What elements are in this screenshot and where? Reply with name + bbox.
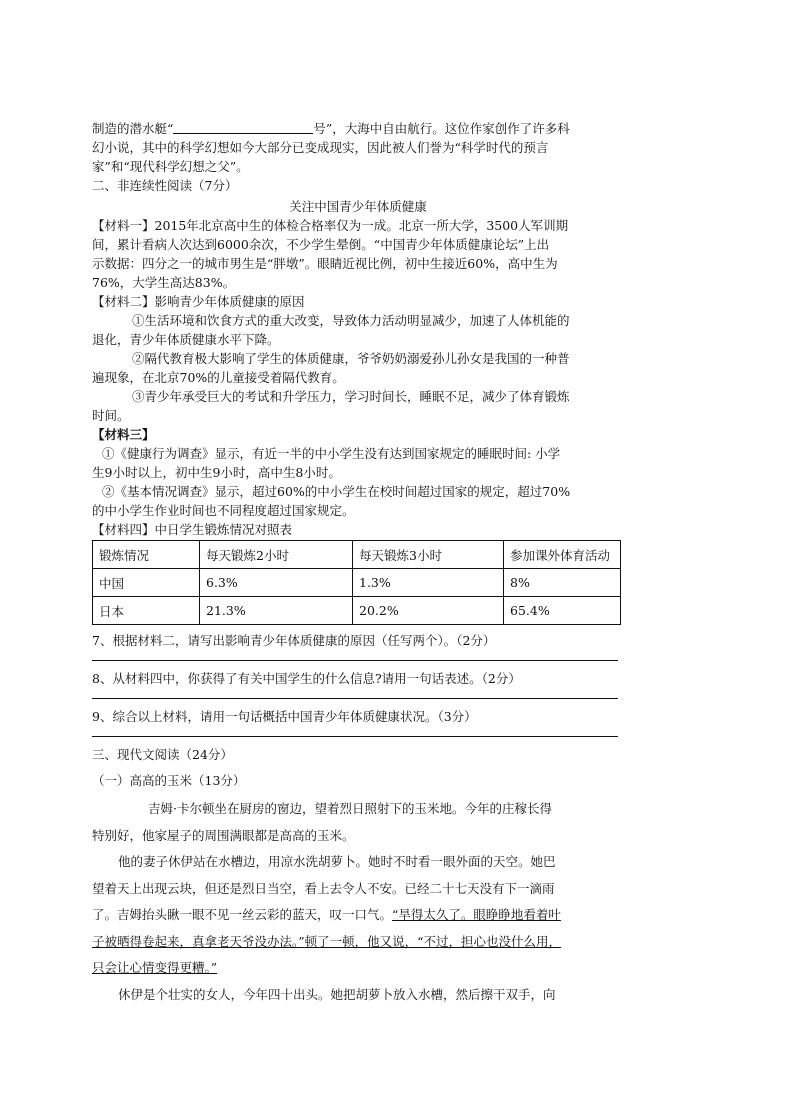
section-3-heading: 三、现代文阅读（24分） [92, 747, 233, 762]
essay-line [92, 955, 624, 982]
table-header-cell: 每天锻炼3小时 [353, 541, 504, 569]
material-2-line: ②隔代教育极大影响了学生的体质健康，爷爷奶奶溺爱孙儿孙女是我国的一种普 [132, 351, 570, 366]
essay-line: 他的妻子休伊站在水槽边，用凉水洗胡萝卜。她时不时看一眼外面的天空。她巴 [118, 854, 556, 869]
material-2 [92, 292, 624, 425]
article-title: 关注中国青少年体质健康 [289, 199, 427, 214]
essay-body [92, 796, 624, 1008]
material-2-heading: 【材料二】影响青少年体质健康的原因 [92, 294, 305, 309]
fill-blank[interactable] [173, 121, 313, 134]
material-1-line: 76%，大学生高达83%。 [92, 275, 236, 290]
material-3-line: ①《健康行为调查》显示，有近一半的中小学生没有达到国家规定的睡眠时间: 小学 [102, 446, 561, 461]
table-cell: 6.3% [200, 569, 353, 597]
material-3 [92, 425, 624, 520]
question-7: 7、根据材料二，请写出影响青少年体质健康的原因（任写两个）。（2分） [92, 633, 496, 648]
material-2-line: ①生活环境和饮食方式的重大改变，导致体力活动明显减少，加速了人体机能的 [132, 313, 570, 328]
material-1-line: 【材料一】2015年北京高中生的体检合格率仅为一成。北京一所大学，3500人军训期 [92, 218, 569, 233]
material-3-line: 的中小学生作业时间也不同程度超过国家规定。 [92, 503, 355, 518]
essay-line: 休伊是个壮实的女人，今年四十出头。她把胡萝卜放入水槽，然后擦干双手，向 [118, 986, 556, 1002]
table-cell: 20.2% [353, 597, 504, 625]
exam-page [92, 118, 624, 1008]
underlined-quote: 子被晒得卷起来，真拿老天爷没办法。” [92, 933, 305, 949]
table-row [93, 597, 621, 625]
question-8: 8、从材料四中，你获得了有关中国学生的什么信息?请用一句话表述。（2分） [92, 671, 521, 686]
table-cell: 21.3% [200, 597, 353, 625]
material-2-line: 遍现象，在北京70%的儿童接受着隔代教育。 [92, 370, 345, 385]
answer-line-7[interactable] [92, 650, 618, 661]
essay-line: 望着天上出现云块，但还是烈日当空，看上去令人不安。已经二十七天没有下一滴雨 [92, 880, 555, 896]
underlined-quote: 只会让心情变得更糟。” [92, 960, 218, 975]
material-3-line: ②《基本情况调查》显示，超过60%的中小学生在校时间超过国家的规定，超过70% [102, 484, 571, 499]
material-3-line: 生9小时以上，初中生9小时，高中生8小时。 [92, 465, 341, 480]
section-2-heading: 二、非连续性阅读（7分） [92, 178, 238, 193]
table-header-cell: 锻炼情况 [93, 541, 200, 569]
essay-line: 特别好，他家屋子的周围满眼都是高高的玉米。 [92, 827, 355, 843]
material-2-line: 时间。 [92, 408, 130, 423]
intro-line-3: 家”和“现代科学幻想之父”。 [92, 159, 249, 174]
table-cell: 1.3% [353, 569, 504, 597]
answer-line-8[interactable] [92, 688, 618, 699]
answer-line-9[interactable] [92, 726, 618, 737]
material-4-heading: 【材料四】中日学生锻炼情况对照表 [92, 522, 293, 537]
table-header-cell: 每天锻炼2小时 [200, 541, 353, 569]
exercise-comparison-table [92, 540, 621, 625]
table-header-cell: 参加课外体育活动 [504, 541, 621, 569]
table-cell: 65.4% [504, 597, 621, 625]
intro-line-2: 幻小说，其中的科学幻想如今大部分已变成现实，因此被人们誉为“科学时代的预言 [92, 140, 549, 155]
underlined-quote: “旱得太久了。眼睁睁地看着叶 [392, 907, 561, 922]
table-cell: 日本 [93, 597, 200, 625]
material-1-line: 示数据：四分之一的城市男生是“胖墩”。眼睛近视比例，初中生接近60%，高中生为 [92, 256, 558, 271]
table-cell: 8% [504, 569, 621, 597]
material-1-line: 间，累计看病人次达到6000余次，不少学生晕倒。“中国青少年体质健康论坛”上出 [92, 237, 550, 252]
material-2-line: 退化，青少年体质健康水平下降。 [92, 332, 280, 347]
essay-line: 子被晒得卷起来，真拿老天爷没办法。”顿了一顿，他又说，“不过，担心也没什么用， [92, 933, 562, 949]
intro-line-1: 制造的潜水艇“ 号”，大海中自由航行。这位作家创作了许多科 [92, 121, 570, 136]
table-header-row [93, 541, 621, 569]
essay-line: 吉姆·卡尔顿坐在厨房的窗边，望着烈日照射下的玉米地。今年的庄稼长得 [148, 801, 552, 816]
table-row [93, 569, 621, 597]
material-3-heading: 【材料三】 [92, 427, 155, 442]
section-3-subheading: （一）高高的玉米（13分） [92, 773, 246, 788]
material-1 [92, 216, 624, 292]
essay-line: 了。吉姆抬头瞅一眼不见一丝云彩的蓝天，叹一口气。“旱得太久了。眼睁睁地看着叶 [92, 907, 561, 922]
material-2-line: ③青少年承受巨大的考试和升学压力，学习时间长，睡眠不足，减少了体育锻炼 [132, 389, 570, 404]
table-cell: 中国 [93, 569, 200, 597]
question-9: 9、综合以上材料，请用一句话概括中国青少年体质健康状况。（3分） [92, 709, 477, 724]
